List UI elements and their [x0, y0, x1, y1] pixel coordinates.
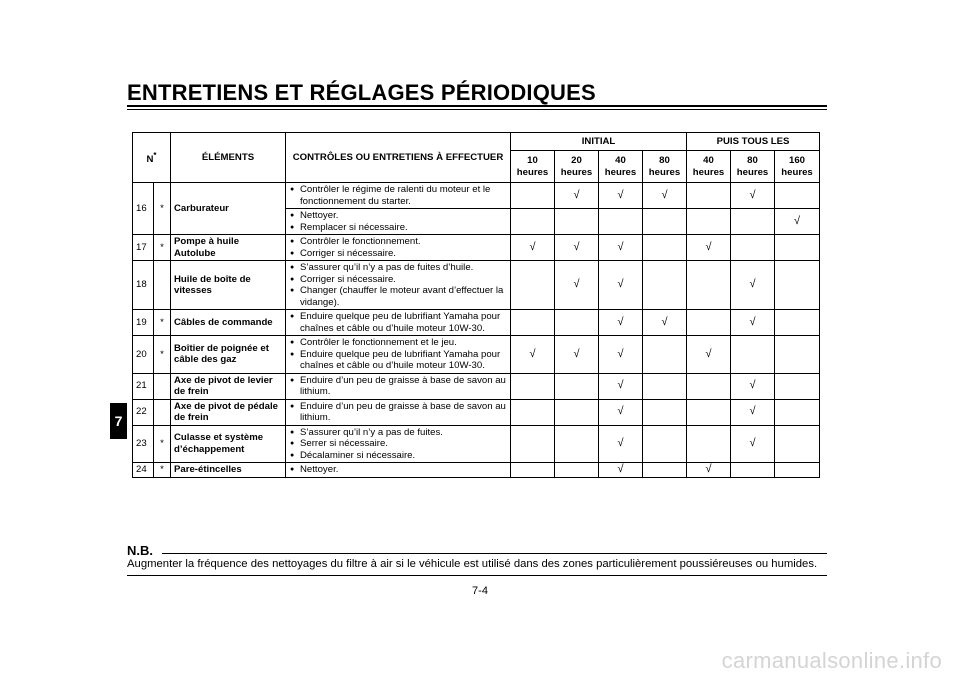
check-item: ● Contrôler le fonctionnement. [289, 236, 507, 248]
row-number: 17 [133, 235, 154, 261]
interval-cell [511, 463, 555, 478]
check-mark-icon: √ [749, 315, 756, 328]
interval-cell [731, 183, 775, 209]
check-item: ● Nettoyer. [289, 464, 507, 476]
check-mark-icon: √ [573, 347, 580, 360]
interval-cell [687, 209, 731, 235]
row-element: Carburateur [171, 183, 286, 235]
interval-cell [643, 373, 687, 399]
check-mark-icon: √ [749, 405, 756, 418]
check-mark-icon: √ [529, 240, 536, 253]
interval-cell [775, 425, 820, 463]
check-mark-icon: √ [705, 347, 712, 360]
row-number: 18 [133, 261, 154, 310]
check-item: ● Enduire d’un peu de graisse à base de savon au lithium. [289, 401, 507, 424]
header-interval: 80 heures [643, 151, 687, 183]
interval-cell [599, 373, 643, 399]
interval-cell [775, 399, 820, 425]
interval-cell [775, 310, 820, 336]
checks-list [289, 401, 507, 424]
maintenance-table [132, 132, 820, 478]
interval-cell [599, 310, 643, 336]
interval-cell [731, 336, 775, 374]
row-number: 19 [133, 310, 154, 336]
interval-cell [599, 463, 643, 478]
row-checks [286, 425, 511, 463]
interval-cell [687, 183, 731, 209]
table-row [133, 336, 820, 374]
check-mark-icon: √ [617, 188, 624, 201]
check-item: ● Décalaminer si nécessaire. [289, 450, 507, 462]
row-asterisk: * [154, 310, 171, 336]
row-asterisk [154, 261, 171, 310]
row-element: Huile de boîte de vitesses [171, 261, 286, 310]
header-number: N* [133, 133, 171, 183]
check-item: ● Contrôler le fonctionnement et le jeu. [289, 337, 507, 349]
interval-cell [555, 209, 599, 235]
chapter-tab: 7 [110, 403, 127, 439]
page-title: ENTRETIENS ET RÉGLAGES PÉRIODIQUES [127, 80, 596, 105]
row-number: 24 [133, 463, 154, 478]
interval-cell [511, 373, 555, 399]
table-row [133, 463, 820, 478]
row-asterisk: * [154, 425, 171, 463]
row-checks [286, 336, 511, 374]
check-item: ● Enduire d’un peu de graisse à base de savon au lithium. [289, 375, 507, 398]
checks-list [289, 184, 507, 207]
table-row [133, 183, 820, 209]
maintenance-table-body [133, 183, 820, 478]
interval-cell [731, 425, 775, 463]
interval-cell [731, 235, 775, 261]
interval-cell [511, 336, 555, 374]
interval-cell [511, 261, 555, 310]
check-mark-icon: √ [573, 278, 580, 291]
header-elements: ÉLÉMENTS [171, 133, 286, 183]
check-mark-icon: √ [617, 240, 624, 253]
check-mark-icon: √ [617, 437, 624, 449]
table-row [133, 310, 820, 336]
checks-list [289, 262, 507, 308]
interval-cell [687, 261, 731, 310]
checks-list [289, 311, 507, 334]
check-mark-icon: √ [573, 240, 580, 253]
row-number: 16 [133, 183, 154, 235]
interval-cell [555, 425, 599, 463]
check-mark-icon: √ [705, 240, 712, 253]
interval-cell [555, 183, 599, 209]
check-mark-icon: √ [617, 379, 624, 392]
note-rule [162, 553, 827, 554]
row-checks [286, 399, 511, 425]
header-interval: 40 heures [687, 151, 731, 183]
interval-cell [643, 310, 687, 336]
interval-cell [555, 463, 599, 478]
interval-cell [775, 183, 820, 209]
header-interval: 20 heures [555, 151, 599, 183]
note-label: N.B. [127, 543, 153, 558]
checks-list [289, 210, 507, 233]
interval-cell [511, 310, 555, 336]
title-rule [127, 105, 827, 107]
check-mark-icon: √ [617, 278, 624, 291]
interval-cell [555, 261, 599, 310]
check-item: ● Enduire quelque peu de lubrifiant Yamaha pour chaînes et câble ou d’huile moteur 10W-30. [289, 311, 507, 334]
check-mark-icon: √ [617, 463, 624, 475]
title-rule-thin [127, 109, 827, 110]
row-asterisk [154, 373, 171, 399]
header-checks: CONTRÔLES OU ENTRETIENS À EFFECTUER [286, 133, 511, 183]
interval-cell [555, 336, 599, 374]
checks-list [289, 337, 507, 372]
table-row [133, 373, 820, 399]
interval-cell [511, 399, 555, 425]
row-asterisk [154, 399, 171, 425]
interval-cell [511, 235, 555, 261]
interval-cell [643, 235, 687, 261]
row-number: 23 [133, 425, 154, 463]
interval-cell [731, 261, 775, 310]
check-mark-icon: √ [529, 347, 536, 360]
interval-cell [643, 261, 687, 310]
row-checks [286, 183, 511, 209]
interval-cell [687, 373, 731, 399]
row-asterisk: * [154, 235, 171, 261]
interval-cell [643, 183, 687, 209]
row-element: Axe de pivot de pédale de frein [171, 399, 286, 425]
check-mark-icon: √ [749, 379, 756, 392]
check-item: ● Nettoyer. [289, 210, 507, 222]
header-initial: INITIAL [511, 133, 687, 151]
table-row [133, 261, 820, 310]
row-element: Pompe à huile Autolube [171, 235, 286, 261]
interval-cell [599, 399, 643, 425]
interval-cell [599, 183, 643, 209]
interval-cell [775, 373, 820, 399]
check-mark-icon: √ [794, 214, 801, 227]
interval-cell [731, 310, 775, 336]
interval-cell [775, 336, 820, 374]
check-mark-icon: √ [617, 315, 624, 328]
table-row [133, 235, 820, 261]
note-text: Augmenter la fréquence des nettoyages du filtre à air si le véhicule est utilisé dans des zones particulièrement poussiéreuses ou humides. [127, 558, 818, 570]
interval-cell [643, 209, 687, 235]
row-checks [286, 235, 511, 261]
checks-list [289, 464, 507, 476]
row-checks [286, 310, 511, 336]
interval-cell [599, 261, 643, 310]
interval-cell [687, 425, 731, 463]
check-mark-icon: √ [705, 463, 712, 475]
interval-cell [687, 336, 731, 374]
check-mark-icon: √ [573, 188, 580, 201]
row-asterisk: * [154, 183, 171, 235]
row-number: 21 [133, 373, 154, 399]
row-element: Pare-étincelles [171, 463, 286, 478]
interval-cell [687, 399, 731, 425]
row-asterisk: * [154, 463, 171, 478]
interval-cell [643, 425, 687, 463]
note-rule-bottom [127, 575, 827, 576]
check-mark-icon: √ [617, 405, 624, 418]
check-item: ● S’assurer qu’il n’y a pas de fuites d’huile. [289, 262, 507, 274]
interval-cell [731, 463, 775, 478]
interval-cell [731, 373, 775, 399]
row-checks [286, 261, 511, 310]
interval-cell [775, 209, 820, 235]
check-mark-icon: √ [749, 437, 756, 449]
interval-cell [555, 310, 599, 336]
watermark: carmanualsonline.info [721, 648, 942, 673]
header-interval: 80 heures [731, 151, 775, 183]
interval-cell [599, 425, 643, 463]
check-mark-icon: √ [749, 278, 756, 291]
checks-list [289, 236, 507, 259]
header-then-every: PUIS TOUS LES [687, 133, 820, 151]
row-checks [286, 373, 511, 399]
interval-cell [731, 209, 775, 235]
row-asterisk: * [154, 336, 171, 374]
interval-cell [687, 463, 731, 478]
header-interval: 160 heures [775, 151, 820, 183]
check-item: ● Changer (chauffer le moteur avant d’effectuer la vidange). [289, 285, 507, 308]
table-row [133, 425, 820, 463]
check-item: ● Corriger si nécessaire. [289, 248, 507, 260]
row-element: Axe de pivot de levier de frein [171, 373, 286, 399]
interval-cell [643, 399, 687, 425]
interval-cell [775, 463, 820, 478]
page-number: 7-4 [472, 585, 488, 597]
table-row [133, 399, 820, 425]
row-element: Boîtier de poignée et câble des gaz [171, 336, 286, 374]
check-item: ● Remplacer si nécessaire. [289, 222, 507, 234]
check-mark-icon: √ [661, 315, 668, 328]
checks-list [289, 375, 507, 398]
header-interval: 10 heures [511, 151, 555, 183]
row-checks [286, 463, 511, 478]
interval-cell [599, 209, 643, 235]
interval-cell [687, 310, 731, 336]
row-checks [286, 209, 511, 235]
interval-cell [511, 425, 555, 463]
interval-cell [511, 183, 555, 209]
row-number: 22 [133, 399, 154, 425]
check-mark-icon: √ [617, 347, 624, 360]
row-element: Câbles de commande [171, 310, 286, 336]
row-number: 20 [133, 336, 154, 374]
check-item: ● Corriger si nécessaire. [289, 274, 507, 286]
interval-cell [555, 235, 599, 261]
interval-cell [555, 373, 599, 399]
interval-cell [643, 336, 687, 374]
check-item: ● Serrer si nécessaire. [289, 438, 507, 450]
check-mark-icon: √ [749, 188, 756, 201]
checks-list [289, 427, 507, 462]
interval-cell [555, 399, 599, 425]
interval-cell [511, 209, 555, 235]
interval-cell [599, 235, 643, 261]
interval-cell [643, 463, 687, 478]
interval-cell [775, 261, 820, 310]
check-mark-icon: √ [661, 188, 668, 201]
interval-cell [687, 235, 731, 261]
interval-cell [775, 235, 820, 261]
check-item: ● Enduire quelque peu de lubrifiant Yamaha pour chaînes et câble ou d’huile moteur 10W-30. [289, 349, 507, 372]
check-item: ● S’assurer qu’il n’y a pas de fuites. [289, 427, 507, 439]
interval-cell [599, 336, 643, 374]
row-element: Culasse et système d’échappement [171, 425, 286, 463]
header-interval: 40 heures [599, 151, 643, 183]
interval-cell [731, 399, 775, 425]
check-item: ● Contrôler le régime de ralenti du moteur et le fonctionnement du starter. [289, 184, 507, 207]
